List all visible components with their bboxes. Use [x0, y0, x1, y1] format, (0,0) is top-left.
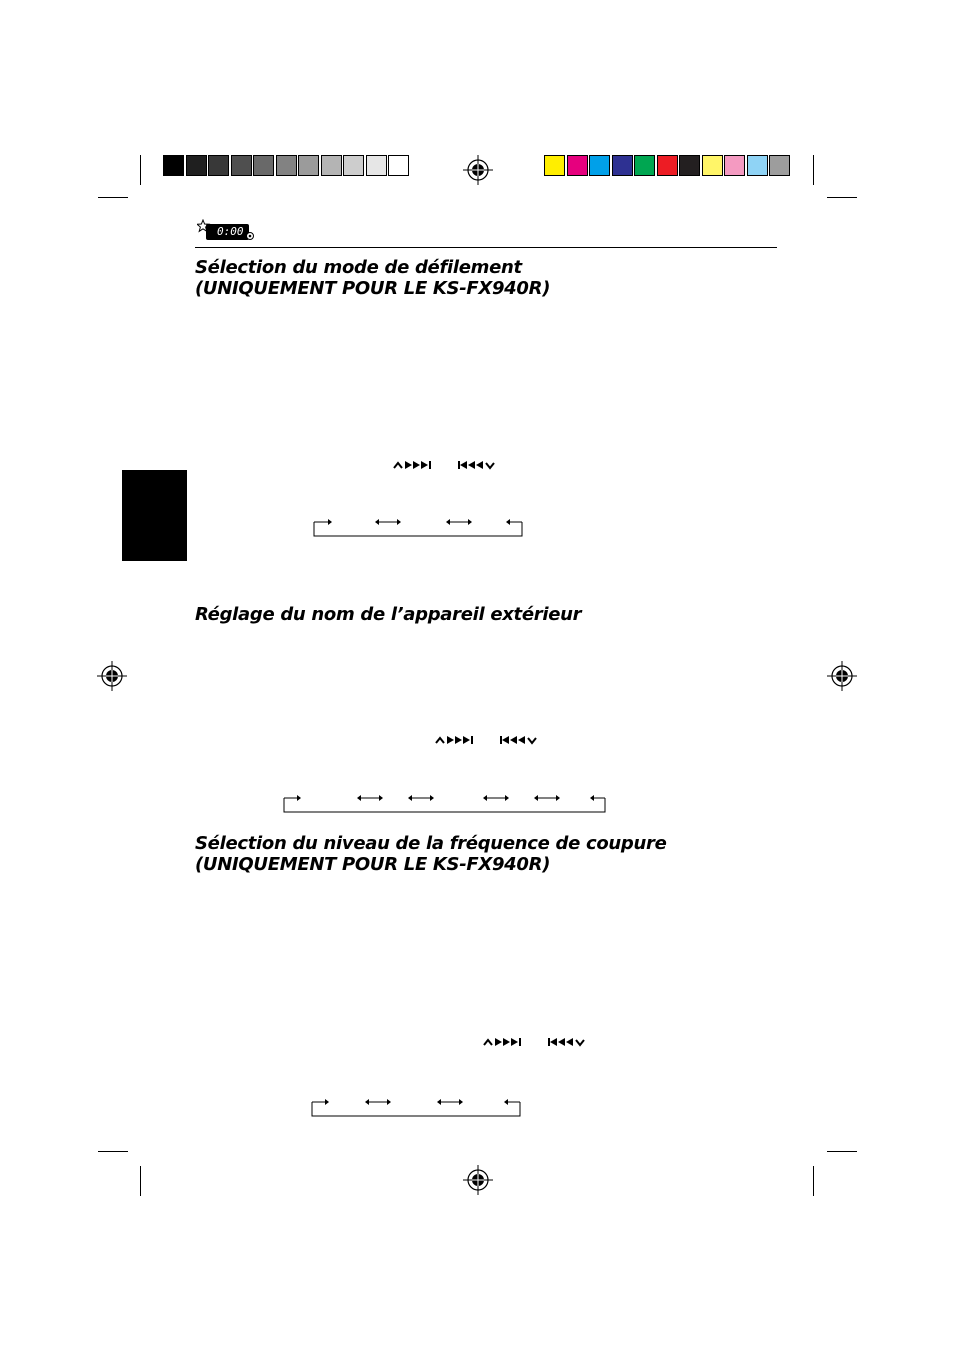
- registration-mark-icon: [463, 1165, 493, 1195]
- cycle-diagram-icon: [283, 792, 609, 814]
- language-side-tab: [122, 470, 187, 561]
- crop-mark: [140, 1166, 141, 1196]
- color-swatch: [163, 155, 184, 176]
- crop-mark: [813, 1166, 814, 1196]
- color-swatch: [769, 155, 790, 176]
- section-2-title: Réglage du nom de l’appareil extérieur: [195, 604, 582, 625]
- crop-mark: [813, 155, 814, 185]
- header-rule: [195, 247, 777, 248]
- crop-mark: [140, 155, 141, 185]
- color-swatch: [634, 155, 655, 176]
- color-swatch: [276, 155, 297, 176]
- section-3-title-line2: (UNIQUEMENT POUR LE KS-FX940R): [195, 854, 551, 875]
- color-swatch: [589, 155, 610, 176]
- color-swatch: [612, 155, 633, 176]
- color-swatch: [657, 155, 678, 176]
- up-next-track-icon: [393, 458, 437, 472]
- prev-track-down-icon: [547, 1035, 591, 1049]
- registration-mark-icon: [97, 661, 127, 691]
- color-swatch: [724, 155, 745, 176]
- color-swatch: [343, 155, 364, 176]
- color-swatch: [366, 155, 387, 176]
- crop-mark: [98, 1151, 128, 1152]
- cycle-diagram-icon: [311, 1096, 523, 1118]
- section-1-title-line2: (UNIQUEMENT POUR LE KS-FX940R): [195, 278, 551, 299]
- color-swatch: [679, 155, 700, 176]
- prev-track-down-icon: [499, 733, 543, 747]
- crop-mark: [827, 197, 857, 198]
- color-swatch: [208, 155, 229, 176]
- registration-mark-icon: [463, 155, 493, 185]
- up-next-track-icon: [435, 733, 479, 747]
- color-swatch: [298, 155, 319, 176]
- color-swatch: [567, 155, 588, 176]
- color-swatch: [702, 155, 723, 176]
- color-swatch: [544, 155, 565, 176]
- color-swatch: [253, 155, 274, 176]
- clock-display-icon: [197, 219, 257, 243]
- up-next-track-icon: [483, 1035, 527, 1049]
- crop-mark: [827, 1151, 857, 1152]
- section-1-title-line1: Sélection du mode de défilement: [195, 257, 522, 278]
- cycle-diagram-icon: [313, 516, 525, 538]
- color-swatch: [321, 155, 342, 176]
- section-3-title-line1: Sélection du niveau de la fréquence de coupure: [195, 833, 667, 854]
- color-swatch: [388, 155, 409, 176]
- clock-display-text: 0:00: [217, 225, 244, 238]
- prev-track-down-icon: [457, 458, 501, 472]
- color-swatch: [186, 155, 207, 176]
- registration-mark-icon: [827, 661, 857, 691]
- color-swatch: [231, 155, 252, 176]
- color-swatch: [747, 155, 768, 176]
- crop-mark: [98, 197, 128, 198]
